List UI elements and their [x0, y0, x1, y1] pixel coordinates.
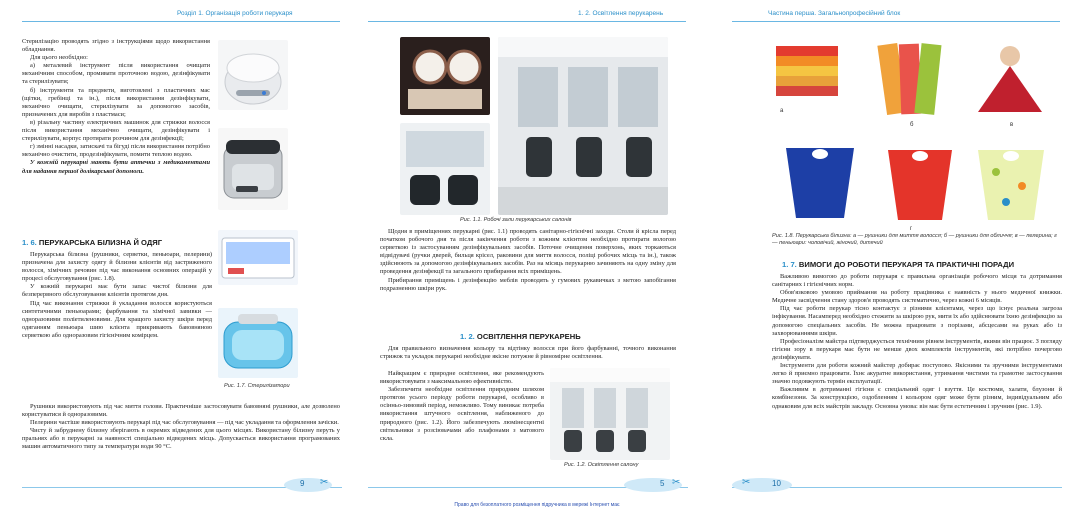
- lighting-intro: [380, 345, 676, 370]
- figure-label: в: [1010, 122, 1014, 128]
- sterilizer-image: [218, 230, 298, 285]
- section-heading: [460, 332, 581, 341]
- paragraph: Під час роботи перукар тісно контактує з різними клієнтами, через що існує реальна загроза інфікування. Насамперед необхідно стежити за шкірою рук, мити їх або здійснювати їхню дезінфекцію за допомогою спеціальних засобів. Не можна працювати з порізами, абсцесами на руках або із захворюваннями шкіри.: [772, 305, 1062, 337]
- paragraph: У кожній перукарні мають бути аптечки з медикаментами для надання першої долікарської допомоги.: [22, 159, 210, 175]
- figure-caption: Рис. 1.7. Стерилізатори: [224, 383, 290, 389]
- paragraph: У кожній перукарні має бути запас чистої білизни для безперервного обслуговування клієнтів протягом дня.: [22, 283, 212, 299]
- figure-label: а: [780, 108, 784, 114]
- scissors-icon: ✂: [672, 477, 681, 488]
- running-head: 1. 2. Освітлення перукарень: [578, 10, 664, 17]
- towels-image: [772, 38, 842, 106]
- sanitation-text: [380, 228, 676, 326]
- copyright-note: Право для безоплатного розміщення підручника в мережі Інтернет має: [454, 502, 620, 508]
- section-heading: [22, 238, 162, 247]
- figure-label: б: [910, 122, 914, 128]
- list-item: а) металевий інструмент після використання очищати механічним способом, промивати проточною водою, дезінфікувати та стерилізувати;: [22, 62, 210, 86]
- towels-image: [872, 38, 948, 120]
- lighting-photo: [550, 368, 670, 460]
- lighting-text: [380, 370, 544, 476]
- paragraph: Для правильного визначення кольору та відтінку волосся при його фарбуванні, точного виконання стрижок та укладок перукарні необхідне якісне потужне й рівномірне освітлення.: [380, 345, 676, 361]
- figure-caption: Рис. 1.2. Освітлення салону: [564, 462, 639, 468]
- middle-page: [368, 10, 688, 496]
- paragraph: Перукарська білизна (рушники, серветки, пеньюари, пелерини) призначена для захисту одягу й білизни клієнтів від застриженого волосся, хімічних речовин під час виконання основних операцій у процесі обслуговування (рис. 1.8).: [22, 251, 212, 283]
- page-footer: [22, 472, 342, 494]
- page-number: 9: [300, 479, 305, 488]
- sterilizer-image: [218, 128, 288, 210]
- right-page: [732, 10, 1062, 496]
- section-number: 1. 7.: [782, 260, 797, 269]
- section-heading: [782, 260, 1014, 269]
- salon-photo: [400, 123, 490, 215]
- section-title: ПЕРУКАРСЬКА БІЛИЗНА Й ОДЯГ: [38, 238, 163, 247]
- page-number: 10: [772, 479, 781, 488]
- section-number: 1. 2.: [460, 332, 475, 341]
- paragraph: Професіоналізм майстра підтверджується технічним рівнем інструментів, якими він працює. З погляду гігієни зору в перукаря має бути не менше двох комплектів інструментів, які потрібно почергово дезінфікувати.: [772, 337, 1062, 361]
- running-head: Розділ 1. Організація роботи перукаря: [177, 10, 293, 17]
- page-footer: [732, 472, 1062, 494]
- paragraph: Пелерини частіше використовують перукарі під час обслуговування — під час укладання та оформлення зачіски.: [30, 419, 339, 427]
- paragraph: Важливою вимогою до роботи перукаря є правильна організація робочого місця та дотримання санітарних і гігієнічних норм.: [772, 273, 1062, 289]
- section-title: ОСВІТЛЕННЯ ПЕРУКАРЕНЬ: [476, 332, 581, 341]
- requirements-text: [772, 273, 1062, 473]
- salon-photo: [498, 37, 668, 215]
- gown-image: [972, 138, 1050, 226]
- scissors-icon: ✂: [320, 477, 329, 488]
- paragraph: Обов'язковою умовою приймання на роботу працівника є наявність у нього медичної книжки. Медичне засвідчення стану здоров'я проводять систематично, через кожні 6 місяців.: [772, 289, 1062, 305]
- paragraph: Рушники використовують під час миття голови. Практичніше застосовувати бавовняні рушники, але дозволено користуватися й одноразовими.: [22, 403, 340, 419]
- paragraph: Під час виконання стрижки й укладання волосся користуються синтетичними пеньюарами; фарбування та хімічної завивки — одноразовими поліетиленовими. Для кращого захисту шкіри перед одяганням пеньюара шию клієнта прикривають бавовняною серветкою або одноразовим гігієнічним комірцем.: [22, 299, 212, 339]
- paragraph: Стерилізацію проводять згідно з інструкціями щодо використання обладнання.: [22, 38, 210, 54]
- linen-text-lower: [22, 403, 340, 475]
- gown-image: [882, 138, 958, 226]
- linen-text-upper: [22, 251, 212, 403]
- paragraph: Найкращим є природне освітлення, яке рекомендують використовувати з максимальною ефективністю.: [380, 370, 544, 386]
- page-number: 5: [660, 479, 665, 488]
- sterilizer-image: [218, 308, 298, 378]
- header-rule: [368, 21, 686, 22]
- list-item: г) змінні насадки, затискачі та бігуді після використання потрібно механічно очистити, продезінфікувати, помити теплою водою.: [22, 143, 210, 159]
- header-rule: [22, 21, 340, 22]
- header-rule: [732, 21, 1060, 22]
- sterilizer-image: [218, 40, 288, 110]
- gown-image: [782, 138, 858, 226]
- scissors-splash-icon: [732, 478, 792, 492]
- list-item: в) різальну частину електричних машинок для стрижки волосся після використання механічно очищати, дезінфікувати і стерилізувати, корпус протирати розчином для дезінфекції;: [22, 118, 210, 143]
- paragraph: Важливим в дотриманні гігієни є спеціальний одяг і взуття. Це костюми, халати, блузони й комбінезони. За конструкцією, оздобленням і кольором одяг може бути різним, індивідуальним або однаковим для всіх майстрів закладу. Основна умова: він має бути естетичним і зручним (рис. 1.9).: [772, 386, 1062, 410]
- page-footer: [368, 472, 688, 494]
- scissors-icon: ✂: [742, 477, 751, 488]
- cape-image: [972, 42, 1048, 120]
- paragraph: Чисту й забруднену білизну зберігають в окремих відведених для цього місцях. Використану білизну перуть у пральнях або в перукарні за наявності спеціально відведених місць. Допускається використання програмованих машин автоматичного типу за температури води 90 °С.: [22, 427, 340, 451]
- figure-caption: Рис. 1.8. Перукарська білизна: а — рушники для миття волосся; б — рушники для обличчя; в — пелерина; г — пеньюари: чоловічий, жіночий, дитячий: [772, 233, 1057, 246]
- section-number: 1. 6.: [22, 238, 37, 247]
- paragraph: Для цього необхідно:: [30, 54, 88, 62]
- paragraph: Інструменти для роботи кожний майстер добирає поступово. Якісними та зручними інструментами легко й приємно працювати. Їхнє акуратне використання, утримання чистими та грамотне застосування значно подовжують термін експлуатації.: [772, 362, 1062, 386]
- paragraph: Прибирання приміщень і дезінфекцію меблів проводять у гумових рукавичках з метою запобігання подразненню шкіри рук.: [380, 276, 676, 292]
- salon-photo: [400, 37, 490, 115]
- figure-label: г: [910, 226, 913, 232]
- paragraph: Забезпечити необхідне освітлення природним шляхом протягом усього періоду роботи перукарні, особливо в осінньо-зимовий період, неможливо. Тому виникає потреба використання штучного освітлення, наближеного до природного (рис. 1.2). Його забезпечують люмінесцентні світильники з розсіювачами або плафонами з матового скла.: [380, 386, 544, 442]
- section-title: ВИМОГИ ДО РОБОТИ ПЕРУКАРЯ ТА ПРАКТИЧНІ ПОРАДИ: [798, 260, 1015, 269]
- paragraph: Щодня в приміщеннях перукарні (рис. 1.1) проводять санітарно-гігієнічні заходи. Столи й крісла перед початком робочого дня та після закінчення роботи з кожним клієнтом необхідно протирати вологою серветкою із застосуванням дезінфікувальних засобів. Поточне очищення поверхонь, яких торкаються відвідувачі (ручки дверей, бильця крісел, раковини для миття волосся, поліці робочих місць та ін.), також здійснюють за допомогою дезінфікувальних засобів. Раз на місяць перукарню зачиняють на одну зміну для проведення дезінфекції та загального прибирання всіх приміщень.: [380, 228, 676, 276]
- sterilization-text: [22, 38, 210, 233]
- running-head: Частина перша. Загальнопрофесійний блок: [768, 10, 901, 17]
- list-item: б) інструменти та предмети, виготовлені з пластичних мас (щітки, гребінці та ін.), після використання дезінфікувати, механічно очищати, стерилізувати за допомогою засобів, призначених для виробів з пластмаси;: [22, 86, 210, 118]
- left-page: [22, 10, 342, 496]
- figure-caption: Рис. 1.1. Робочі зали перукарських салонів: [460, 217, 572, 223]
